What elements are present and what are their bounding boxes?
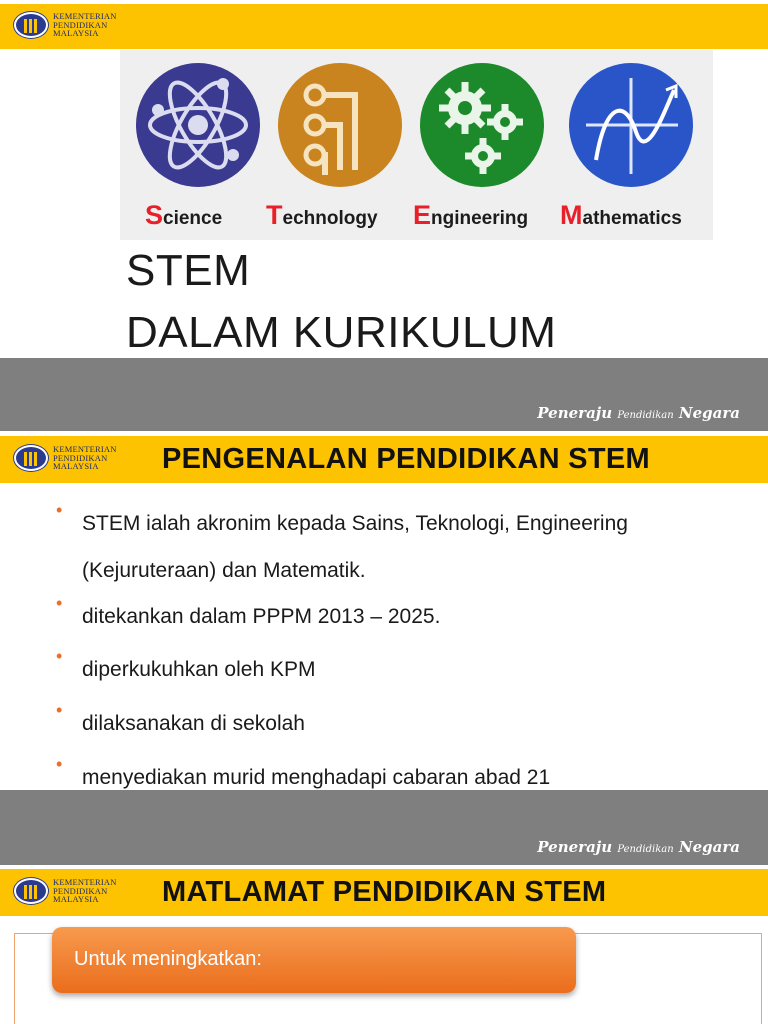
stem-word-mathematics: Mathematics [560,200,682,230]
slide1-title-line1: STEM [126,246,251,295]
bullet-icon: • [56,700,63,720]
ministry-crest-icon [14,445,48,471]
ministry-name-line2: PENDIDIKAN [53,452,108,463]
bullet-icon: • [56,646,63,666]
stem-banner [120,50,713,240]
ministry-name-line1: KEMENTERIAN [53,444,117,455]
ministry-crest-icon [14,878,48,904]
stem-word-engineering: Engineering [413,200,529,230]
list-item: • STEM ialah akronim kepada Sains, Teknologi, Engineering (Kejuruteraan) dan Matematik. [56,500,722,594]
ministry-crest-icon [14,12,48,38]
ministry-name-line2: PENDIDIKAN [53,19,108,30]
list-item: • ditekankan dalam PPPM 2013 – 2025. [56,593,722,640]
ministry-name-line3: MALAYSIA [53,28,99,39]
goal-label-box [52,927,576,993]
bullet-icon: • [56,754,63,774]
stem-word-technology: Technology [266,200,378,230]
slide3-title: MATLAMAT PENDIDIKAN STEM [162,876,607,908]
ministry-name-line3: MALAYSIA [53,894,99,905]
goal-label-text: Untuk meningkatkan: [74,948,262,970]
ministry-logo [14,12,117,38]
ministry-name-line1: KEMENTERIAN [53,11,117,22]
slide2-title: PENGENALAN PENDIDIKAN STEM [162,443,650,475]
ministry-logo [14,878,117,904]
list-item: • dilaksanakan di sekolah [56,700,722,747]
bullet-icon: • [56,593,63,613]
circuit-icon [275,60,405,190]
ministry-name-line3: MALAYSIA [53,461,99,472]
list-item: • diperkukuhkan oleh KPM [56,646,722,693]
bullet-icon: • [56,500,63,520]
graph-icon [566,60,696,190]
gears-icon [417,60,547,190]
list-item: • menyediakan murid menghadapi cabaran abad 21 [56,754,722,801]
slide1-title-line2: DALAM KURIKULUM [126,308,557,357]
atom-icon [133,60,263,190]
ministry-name-line1: KEMENTERIAN [53,877,117,888]
slide2-tagline: Peneraju Pendidikan Negara [537,838,740,856]
stem-word-science: Science [145,200,223,230]
slide1-tagline: Peneraju Pendidikan Negara [537,404,740,422]
ministry-logo [14,445,117,471]
ministry-name-line2: PENDIDIKAN [53,885,108,896]
